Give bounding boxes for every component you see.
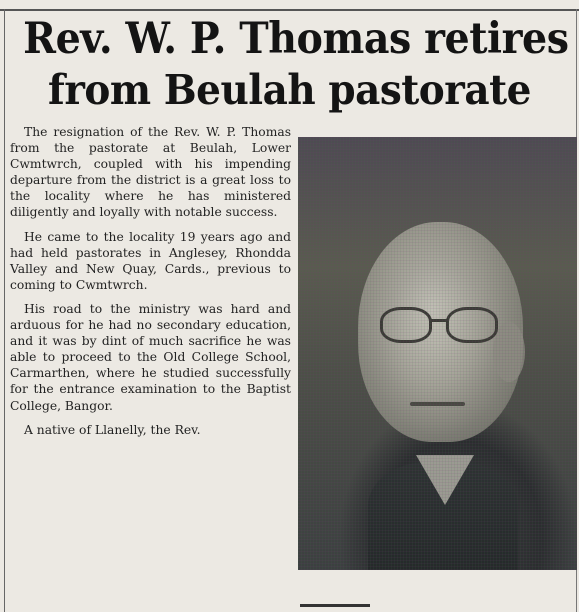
article-paragraph-2: He came to the locality 19 years ago and had held pastorates in Anglesey, Rhondda Valley and New Quay, Cards., previous to coming to Cwmtwrch. (10, 229, 291, 292)
portrait-photo (298, 137, 577, 570)
article-paragraph-4: A native of Llanelly, the Rev. (24, 422, 201, 437)
headline (0, 13, 579, 115)
article-paragraph-1: The resignation of the Rev. W. P. Thomas from the pastorate at Beulah, Lower Cwmtwrch, coupled with his impending departure from the district is a great loss to the locality where he has ministered diligently and loyally with notable success. (10, 125, 291, 220)
article-paragraph-3: His road to the ministry was hard and arduous for he had no secondary education, and it was by dint of much sacrifice he was able to proceed to the Old College School, Carmarthen, where he studied successfully for the entrance examination to the Baptist College, Bangor. (10, 301, 291, 413)
top-rule (0, 9, 579, 11)
article-body (10, 124, 291, 446)
bottom-rule (300, 604, 370, 607)
photo-grain (298, 137, 577, 570)
headline-line-1: Rev. W. P. Thomas retires (23, 14, 569, 64)
headline-line-2: from Beulah pastorate (48, 66, 531, 114)
